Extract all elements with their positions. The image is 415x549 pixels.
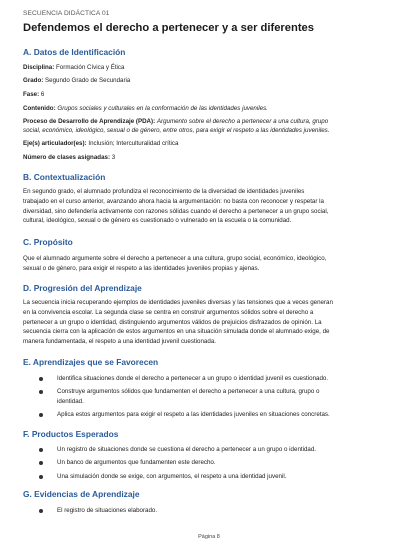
field-ejes [23, 139, 395, 148]
field-label: Disciplina: [23, 64, 55, 71]
field-clases [23, 153, 395, 162]
section-f-heading: F. Productos Esperados [23, 429, 119, 439]
section-c-heading: C. Propósito [23, 237, 73, 247]
paragraph-line: sexual o de género, para exigir el respeto a las identidades juveniles propias y ajenas. [23, 264, 260, 272]
paragraph-line: trabajado en el curso anterior, avanzando ahora hacia la argumentación: no basta con reconocer y respetar la [23, 197, 324, 205]
field-value: Grupos sociales y culturales en la conformación de las identidades juveniles. [57, 105, 268, 112]
field-contenido [23, 104, 395, 113]
section-e-list [39, 374, 384, 419]
field-disciplina [23, 63, 395, 72]
field-value: Segundo Grado de Secundaria [45, 77, 131, 84]
bullet-icon [39, 461, 43, 465]
field-value: Inclusión; Interculturalidad crítica [88, 140, 179, 147]
section-b-heading: B. Contextualización [23, 172, 106, 182]
field-label: Proceso de Desarrollo de Aprendizaje (PDA): [23, 118, 156, 125]
section-b-paragraph [23, 187, 395, 226]
field-pda [23, 117, 395, 136]
bullet-icon [39, 509, 43, 513]
field-label: Contenido: [23, 105, 56, 112]
list-item-text-continued: identidad. [57, 397, 84, 405]
field-fase [23, 90, 395, 99]
field-grado [23, 76, 395, 85]
bullet-icon [39, 475, 43, 479]
list-item [39, 410, 384, 419]
paragraph-line: cultural, ideológico, sexual o de género es cuestionado o vulnerado en la escuela o la comunidad. [23, 217, 292, 225]
list-item [39, 445, 384, 454]
paragraph-line: En segundo grado, el alumnado profundiza el reconocimiento de la diversidad de identidades juveniles [23, 188, 305, 195]
field-label: Número de clases asignadas: [23, 154, 111, 161]
paragraph-line: manera fundamentada, el respeto a una identidad juvenil cuestionada. [23, 338, 216, 346]
field-label: Eje(s) articulador(es): [23, 140, 87, 147]
field-value-continued: social, económico, ideológico, sexual o de género, entre otros, para exigir el respeto a las identidades juveniles. [23, 127, 330, 135]
list-item-text: Construye argumentos sólidos que fundamenten el derecho a pertenecer a una cultura, grupo o [57, 388, 320, 396]
paragraph-line: diversidad, sino defendería activamente con razones sólidas cuando el derecho a pertenecer a un grupo social, [23, 207, 329, 215]
section-g-list [39, 506, 384, 515]
bullet-icon [39, 448, 43, 452]
list-item [39, 472, 384, 481]
section-a-heading: A. Datos de Identificación [23, 47, 126, 57]
list-item [39, 387, 384, 406]
field-value: Formación Cívica y Ética [56, 64, 125, 71]
list-item-text: Identifica situaciones donde el derecho a pertenecer a un grupo o identidad juvenil es cuestionado. [57, 375, 329, 382]
field-label: Grado: [23, 77, 44, 84]
paragraph-line: pertenecer a un grupo o identidad, distinguiendo argumentos válidos de prejuicios disfrazados de opinión. La [23, 318, 322, 326]
section-d-heading: D. Progresión del Aprendizaje [23, 283, 142, 293]
paragraph-line: en la convivencia escolar. La segunda clase se centra en construir argumentos sólidos sobre el derecho a [23, 308, 314, 316]
field-value: Argumento sobre el derecho a pertenecer a una cultura, grupo [156, 118, 329, 125]
paragraph-line: La secuencia inicia recuperando ejemplos de identidades juveniles diversas y las tensiones que a veces generan [23, 299, 333, 306]
sequence-label: SECUENCIA DIDÁCTICA 01 [23, 10, 110, 17]
section-f-list [39, 445, 384, 481]
paragraph-line: Que el alumnado argumente sobre el derecho a pertenecer a una cultura, grupo social, económico, ideológico, [23, 255, 327, 262]
list-item [39, 506, 384, 515]
field-label: Fase: [23, 91, 40, 98]
list-item-text: Aplica estos argumentos para exigir el respeto a las identidades juveniles en situaciones concretas. [57, 410, 330, 418]
list-item-text: Un banco de argumentos que fundamenten este derecho. [57, 459, 216, 467]
section-c-paragraph [23, 254, 395, 274]
bullet-icon [39, 377, 43, 381]
bullet-icon [39, 390, 43, 394]
list-item-text: El registro de situaciones elaborado. [57, 507, 158, 514]
list-item [39, 458, 384, 467]
list-item-text: Una simulación donde se exige, con argumentos, el respeto a una identidad juvenil. [57, 472, 287, 480]
list-item-text: Un registro de situaciones donde se cuestiona el derecho a pertenecer a un grupo o identidad. [57, 446, 317, 453]
page-number: Página 8 [198, 534, 220, 540]
bullet-icon [39, 413, 43, 417]
field-value: 3 [111, 154, 116, 161]
section-d-paragraph [23, 298, 395, 347]
paragraph-line: secuencia cierra con la aplicación de estos argumentos en una situación simulada donde el alumnado exige, de [23, 328, 330, 336]
section-e-heading: E. Aprendizajes que se Favorecen [23, 357, 159, 367]
section-g-heading: G. Evidencias de Aprendizaje [23, 489, 140, 499]
field-value: 6 [40, 91, 45, 98]
page-title: Defendemos el derecho a pertenecer y a ser diferentes [23, 22, 315, 34]
list-item [39, 374, 384, 383]
